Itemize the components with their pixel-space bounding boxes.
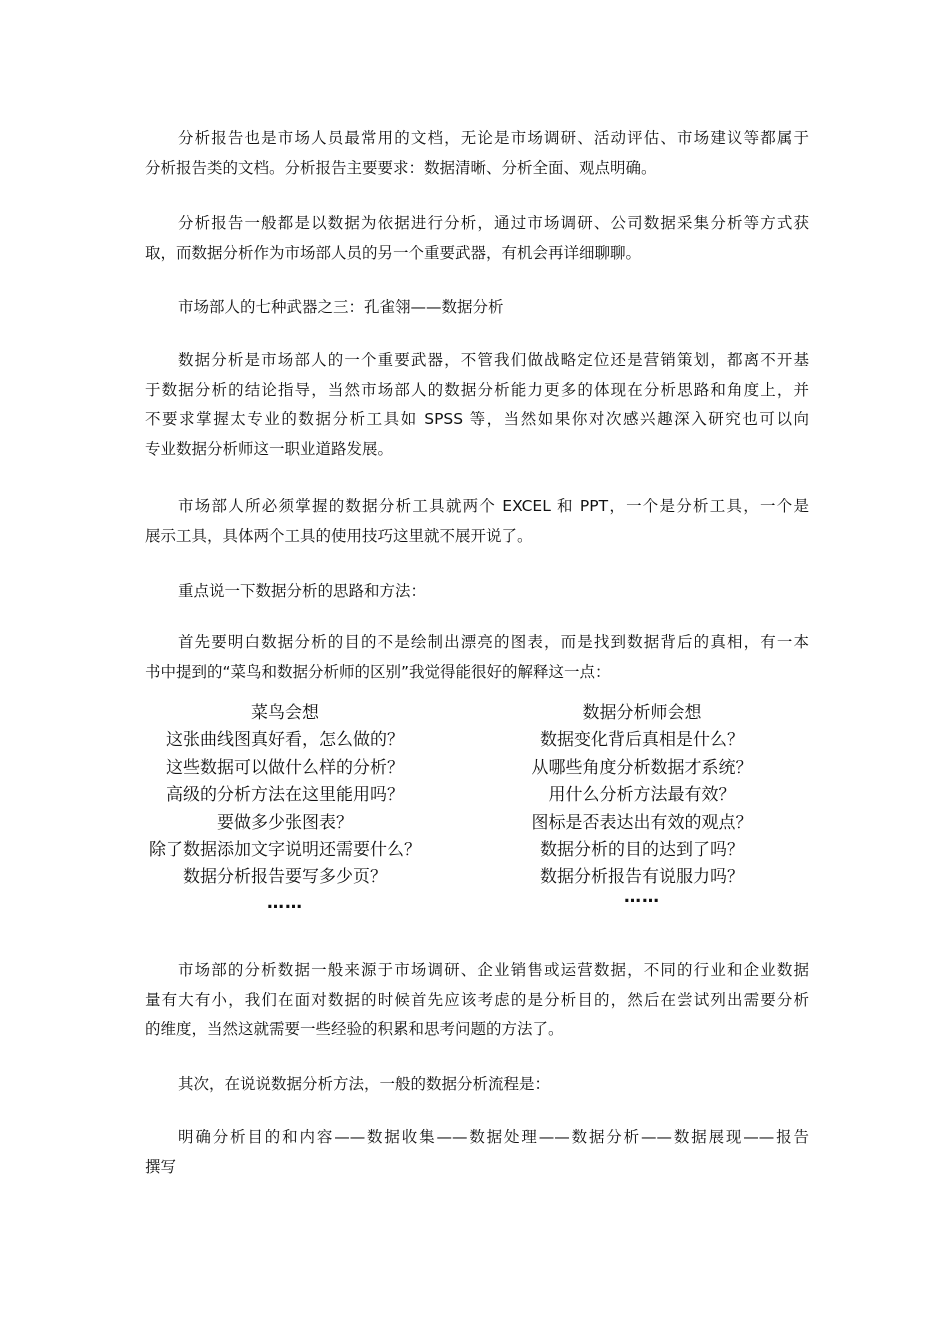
- list-item: 数据分析的目的达到了吗？: [540, 840, 744, 861]
- paragraph-line: 不要求掌握太专业的数据分析工具如 SPSS 等，当然如果你对次感兴趣深入研究也可以向: [145, 410, 809, 428]
- paragraph-line: 分析报告也是市场人员最常用的文档，无论是市场调研、活动评估、市场建议等都属于: [178, 129, 809, 147]
- ellipsis: ……: [624, 886, 660, 907]
- ellipsis: ……: [267, 892, 303, 913]
- paragraph-process-flow: [145, 1123, 809, 1182]
- paragraph-line: 市场部的分析数据一般来源于市场调研、企业销售或运营数据，不同的行业和企业数据: [178, 961, 809, 979]
- paragraph-line: 展示工具，具体两个工具的使用技巧这里就不展开说了。: [145, 526, 533, 545]
- list-item: 高级的分析方法在这里能用吗？: [166, 785, 404, 806]
- paragraph-methods: [145, 1070, 809, 1100]
- list-item: 这张曲线图真好看，怎么做的？: [166, 730, 404, 751]
- section-heading-seven-weapons: [145, 293, 809, 323]
- paragraph-line: 专业数据分析师这一职业道路发展。: [145, 439, 394, 458]
- paragraph-line: 分析报告类的文档。分析报告主要要求：数据清晰、分析全面、观点明确。: [145, 158, 657, 177]
- paragraph-tools: [145, 492, 809, 551]
- list-item: 从哪些角度分析数据才系统？: [531, 757, 753, 778]
- paragraph-analysis-basis: [145, 209, 809, 268]
- list-item: 数据分析报告要写多少页？: [183, 867, 387, 888]
- paragraph-focus: [145, 577, 809, 607]
- paragraph-line: 数据分析是市场部人的一个重要武器，不管我们做战略定位还是营销策划，都离不开基: [178, 351, 809, 369]
- paragraph-line: 量有大有小，我们在面对数据的时候首先应该考虑的是分析目的，然后在尝试列出需要分析: [145, 990, 809, 1009]
- paragraph-purpose: [145, 628, 809, 687]
- list-item: 数据分析报告有说服力吗？: [540, 867, 744, 888]
- paragraph-data-analysis-weapon: [145, 346, 809, 464]
- column-heading: 菜鸟会想: [251, 703, 319, 723]
- paragraph-line: 取，而数据分析作为市场部人员的另一个重要武器，有机会再详细聊聊。: [145, 243, 642, 262]
- novice-column: [145, 700, 425, 917]
- list-item: 数据变化背后真相是什么？: [540, 730, 744, 751]
- paragraph-line: 市场部人的七种武器之三：孔雀翎——数据分析: [178, 298, 504, 316]
- paragraph-line: 首先要明白数据分析的目的不是绘制出漂亮的图表，而是找到数据背后的真相，有一本: [178, 633, 809, 651]
- comparison-table: [145, 700, 809, 930]
- paragraph-line: 的维度，当然这就需要一些经验的积累和思考问题的方法了。: [145, 1020, 564, 1038]
- paragraph-line: 市场部人所必须掌握的数据分析工具就两个 EXCEL 和 PPT，一个是分析工具，一个是: [178, 497, 809, 515]
- list-item: 除了数据添加文字说明还需要什么？: [149, 840, 421, 861]
- paragraph-line: 明确分析目的和内容——数据收集——数据处理——数据分析——数据展现——报告: [178, 1128, 809, 1146]
- paragraph-line: 于数据分析的结论指导，当然市场部人的数据分析能力更多的体现在分析思路和角度上，并: [145, 380, 809, 399]
- paragraph-analysis-report-intro: [145, 124, 809, 183]
- list-item: 用什么分析方法最有效？: [548, 785, 736, 806]
- paragraph-line: 其次，在说说数据分析方法，一般的数据分析流程是：: [178, 1075, 551, 1093]
- list-item: 要做多少张图表？: [217, 812, 353, 833]
- paragraph-line: 分析报告一般都是以数据为依据进行分析，通过市场调研、公司数据采集分析等方式获: [178, 214, 809, 232]
- analyst-column: [475, 700, 809, 911]
- paragraph-line: 重点说一下数据分析的思路和方法：: [178, 582, 427, 600]
- list-item: 这些数据可以做什么样的分析？: [166, 757, 404, 778]
- column-heading: 数据分析师会想: [582, 703, 702, 723]
- list-item: 图标是否表达出有效的观点？: [531, 812, 753, 833]
- paragraph-line: 撰写: [145, 1157, 177, 1176]
- paragraph-data-sources: [145, 956, 809, 1045]
- paragraph-line: 书中提到的“菜鸟和数据分析师的区别”我觉得能很好的解释这一点：: [145, 662, 611, 681]
